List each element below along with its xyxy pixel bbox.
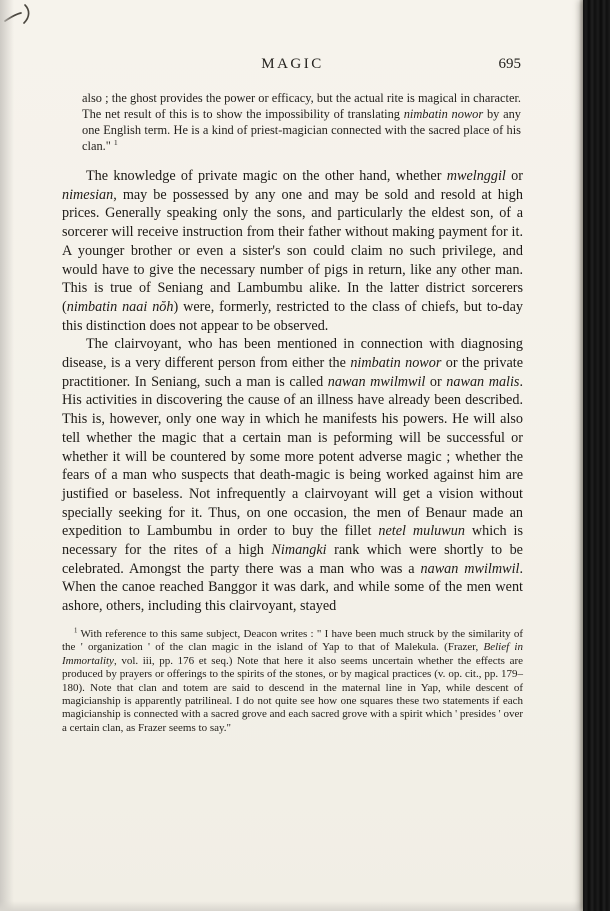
handwritten-pen-mark xyxy=(3,2,37,30)
paragraph: The knowledge of private magic on the other hand, whether mwelnggil or nimesian, may be possessed by any one and may be sold and resold at high prices. Generally speaking only the sons, and particularly the eldest son, of a sorcerer will receive instruction from their father without making payment for it. A younger brother or even a sister's son could claim no such privilege, and would have to give the necessary number of pigs in return, like any other man. This is true of Seniang and Lambumbu alike. In the latter district sorcerers (nimbatin naai nŏh) were, formerly, restricted to the class of chiefs, but to-day this distinction does not appear to be observed. xyxy=(62,168,524,334)
book-spine-strip xyxy=(583,0,610,911)
footnote: $^1$ With reference to this same subject, Deacon writes : " I have been much struck by the similarity of the ' organization ' of the clan magic in the island of Yap to that of Malekula. (Frazer, Belief in Immortality, vol. iii, pp. 176 et seq.) Note that here it also seems uncertain whether the effects are produced by prayers or offerings to the spirits of the stones, or by magical practices (v. op. cit., pp. 179–180). Note that clan and totem are said to descend in the maternal line in Yap, while descent of magicianship is apparently patrilineal. I do not quite see how one squares these two statements if each magicianship is connected with a sacred grove and each sacred grove with a spirit which ' presides ' over a certain clan, as Frazer seems to say." xyxy=(62,627,523,734)
page-number: 695 xyxy=(498,56,521,72)
block-quote: also ; the ghost provides the power or efficacy, but the actual rite is magical in character. The net result of this is to show the impossibility of translating nimbatin nowor by any one English term. He is a kind of priest-magician connected with the sacred place of his clan." $^1$ xyxy=(82,91,521,153)
scan-bottom-edge-shadow xyxy=(0,901,610,911)
paragraph: The clairvoyant, who has been mentioned in connection with diagnosing disease, is a very different person from either the nimbatin nowor or the private practitioner. In Seniang, such a man is called nawan mwilmwil or nawan malis. His activities in discovering the cause of an illness have already been described. This is, however, only one way in which he manifests his powers. He will also tell whether the magic that a certain man is peforming will be successful or whether it will be countered by some more potent adverse magic ; whether the fears of a man who suspects that death-magic is being worked against him are justified or baseless. Not infrequently a clairvoyant will get a vision without specially seeking for it. Thus, on one occasion, the men of Benaur made an expedition to Lambumbu in order to buy the fillet netel muluwun which is necessary for the rites of a high Nimangki rank which were shortly to be celebrated. Amongst the party there was a man who was a nawan mwilmwil. When the canoe reached Banggor it was dark, and while some of the men went ashore, others, including this clairvoyant, stayed xyxy=(62,336,523,615)
page-header xyxy=(62,56,523,76)
running-head-title: MAGIC xyxy=(261,56,324,72)
scan-left-edge-shadow xyxy=(0,0,14,911)
text-column xyxy=(62,56,523,735)
